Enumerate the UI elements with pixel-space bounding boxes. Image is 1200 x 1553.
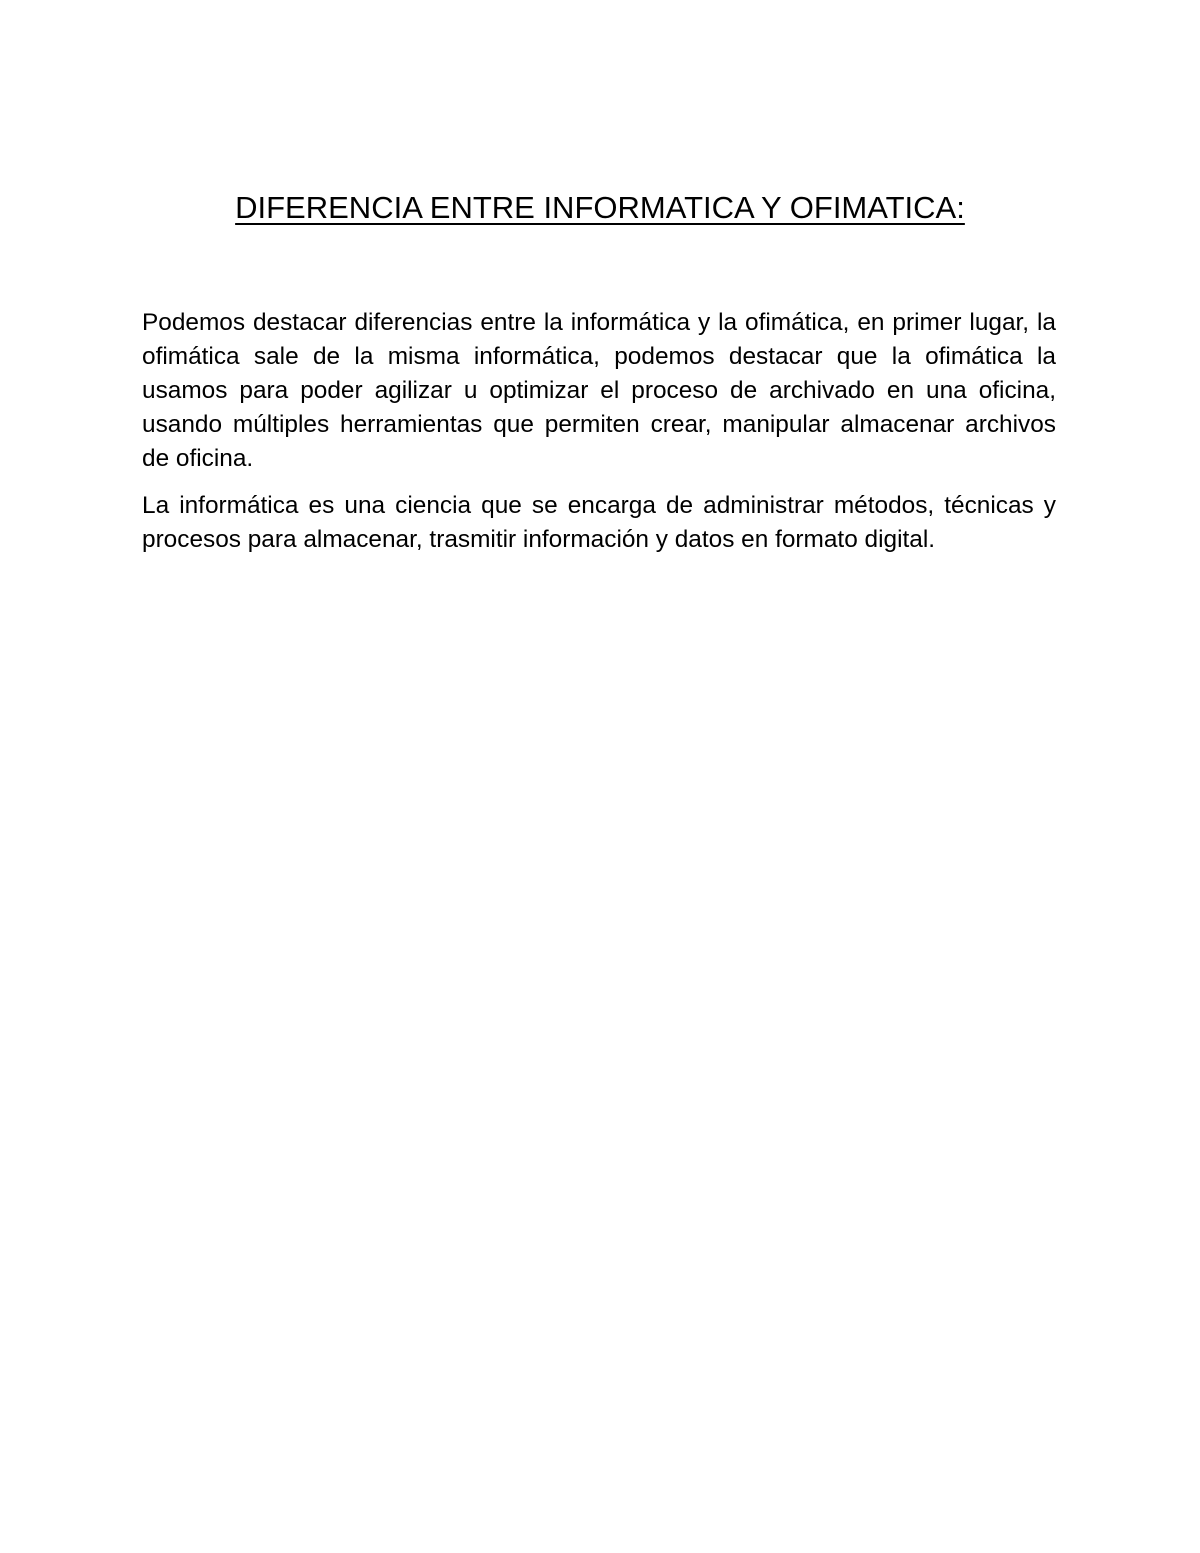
document-body	[142, 306, 1056, 570]
paragraph-informatica: La informática es una ciencia que se encarga de administrar métodos, técnicas y procesos para almacenar, trasmitir información y datos en formato digital.	[142, 492, 1056, 553]
document-title: DIFERENCIA ENTRE INFORMATICA Y OFIMATICA:	[235, 190, 965, 225]
paragraph-ofimatica: Podemos destacar diferencias entre la informática y la ofimática, en primer lugar, la ofimática sale de la misma informática, podemos destacar que la ofimática la usamos para poder agilizar u optimizar el proceso de archivado en una oficina, usando múltiples herramientas que permiten crear, manipular almacenar archivos de oficina.	[142, 309, 1056, 472]
